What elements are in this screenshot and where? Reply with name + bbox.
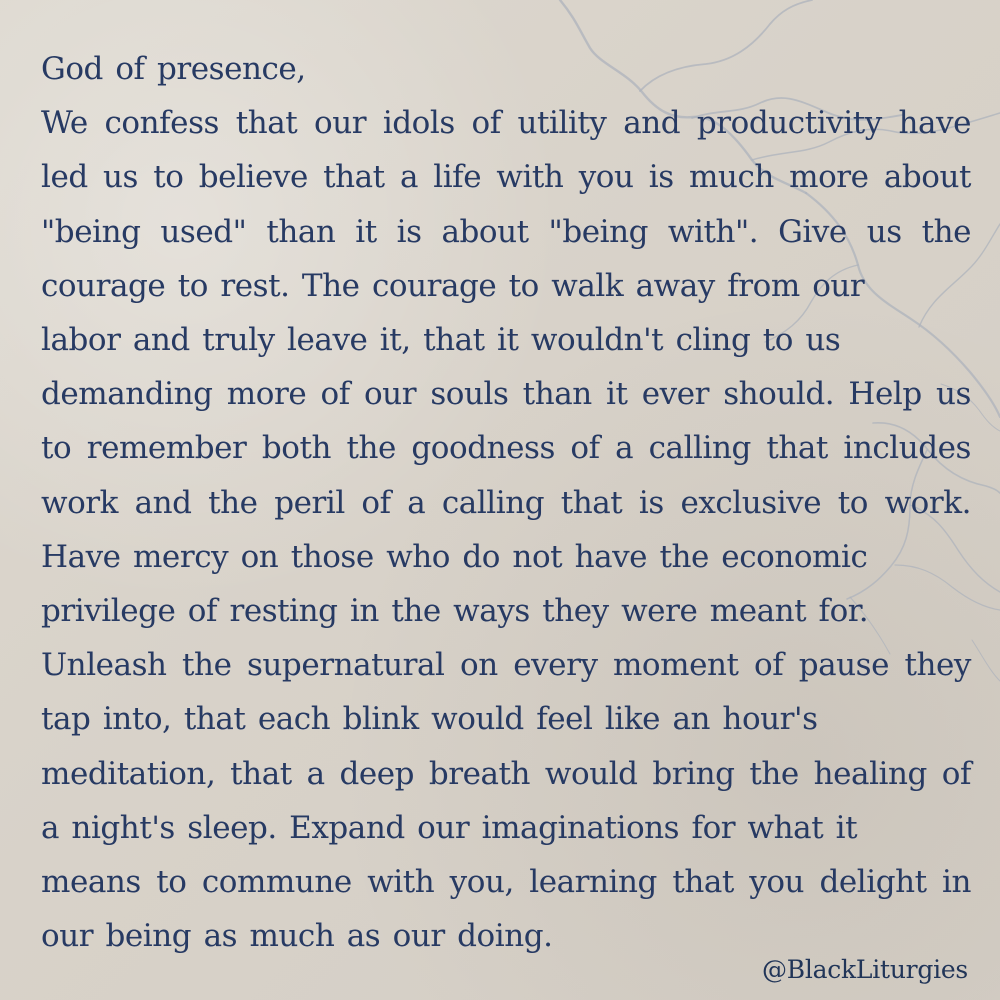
prayer-line: labor and truly leave it, that it wouldn't cling to us bbox=[41, 322, 841, 359]
prayer-line: God of presence, bbox=[41, 51, 306, 87]
prayer-text bbox=[41, 42, 971, 963]
prayer-line: to remember both the goodness of a calling that includes bbox=[41, 430, 971, 467]
prayer-line: means to commune with you, learning that you delight in bbox=[41, 864, 971, 901]
prayer-line: work and the peril of a calling that is exclusive to work. bbox=[41, 484, 971, 521]
prayer-line: demanding more of our souls than it ever should. Help us bbox=[41, 376, 971, 413]
prayer-line: meditation, that a deep breath would bring the healing of bbox=[41, 755, 971, 792]
prayer-line: tap into, that each blink would feel like an hour's bbox=[41, 701, 818, 738]
prayer-line: a night's sleep. Expand our imaginations for what it bbox=[41, 809, 858, 846]
signature-handle: @BlackLiturgies bbox=[762, 955, 968, 984]
prayer-line: led us to believe that a life with you is much more about bbox=[41, 159, 971, 196]
prayer-line: Unleash the supernatural on every moment of pause they bbox=[41, 647, 971, 684]
prayer-line: "being used" than it is about "being with". Give us the bbox=[41, 213, 971, 250]
prayer-line: We confess that our idols of utility and productivity have bbox=[41, 105, 971, 142]
prayer-line: our being as much as our doing. bbox=[41, 918, 553, 955]
prayer-line: courage to rest. The courage to walk away from our bbox=[41, 267, 865, 304]
prayer-line: Have mercy on those who do not have the economic bbox=[41, 538, 868, 575]
prayer-line: privilege of resting in the ways they were meant for. bbox=[41, 593, 869, 630]
